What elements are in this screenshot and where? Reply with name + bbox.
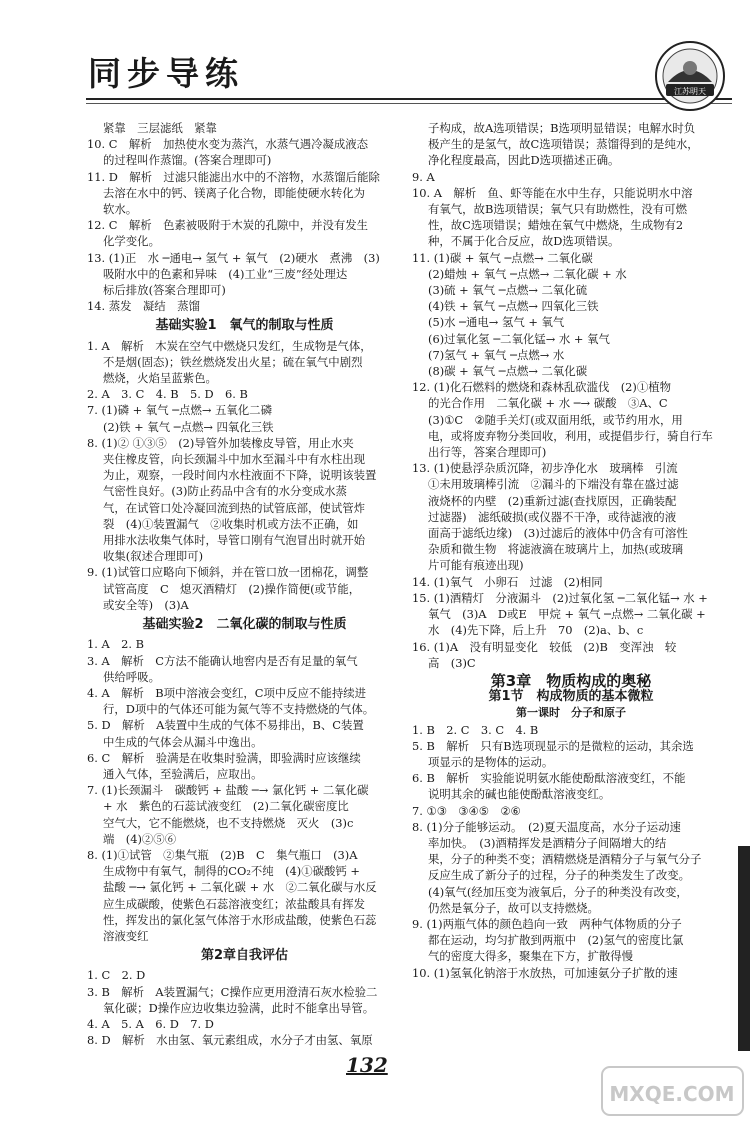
answer-line: (2)铁 + 氧气 ─点燃→ 四氧化三铁	[103, 419, 274, 434]
answer-line: 极产生的是氢气，故C选项错误；蒸馏得到的是纯水，	[428, 137, 699, 152]
answer-line: (8)碳 + 氧气 ─点燃→ 二氧化碳	[428, 364, 588, 379]
answer-line: 应生成碳酸，使紫色石蕊溶液变红；浓盐酸具有挥发	[103, 896, 365, 911]
header-rule-thin	[86, 103, 732, 104]
answer-line: 项显示的是物体的运动。	[428, 754, 554, 769]
answer-line: 出行等，答案合理即可)	[428, 445, 547, 460]
section-heading: 基础实验1 氧气的制取与性质	[155, 318, 334, 334]
answer-line: 气的密度大得多，聚集在下方，扩散得慢	[428, 949, 634, 964]
answer-line: 化学变化。	[103, 234, 160, 249]
answer-line: 生成物中有氧气，制得的CO₂不纯 (4)①碳酸钙 +	[103, 864, 360, 879]
answer-line: 为止，观察，一段时间内水柱液面不下降，说明该装置	[103, 468, 377, 483]
answer-line: (6)过氧化氢 ─二氧化锰→ 水 + 氧气	[428, 331, 610, 346]
answer-line: 6. B 解析 实验能说明氨水能使酚酞溶液变红，不能	[412, 771, 686, 786]
answer-line: 3. A 解析 C方法不能确认地窖内是否有足量的氧气	[87, 653, 358, 668]
logo-text: 江苏明天	[674, 87, 706, 96]
answer-line: 气，在试管口处冷凝回流到热的试管底部，使试管炸	[103, 500, 365, 515]
answer-line: 10. (1)氢氧化钠溶于水放热，可加速氨分子扩散的速	[412, 965, 678, 980]
answer-line: (7)氢气 + 氧气 ─点燃→ 水	[428, 347, 565, 362]
side-thumb-tab	[738, 846, 750, 1051]
answer-line: 都在运动，均匀扩散到两瓶中 (2)氢气的密度比氯	[428, 933, 684, 948]
answer-line: 有氧气，故B选项错误；氧气只有助燃性，没有可燃	[428, 202, 687, 217]
answer-line: 的过程叫作蒸馏。(答案合理即可)	[103, 153, 272, 168]
answer-line: 13. (1)使悬浮杂质沉降，初步净化水 玻璃棒 引流	[412, 461, 678, 476]
answer-line: 8. (1)分子能够运动。 (2)夏天温度高，水分子运动速	[412, 819, 681, 834]
answer-line: 果，分子的种类不变；酒精燃烧是酒精分子与氧气分子	[428, 852, 702, 867]
answer-line: 1. A 解析 木炭在空气中燃烧只发红，生成物是气体，	[87, 338, 372, 353]
answer-line: 不是烟(固态)；铁丝燃烧发出火星；硫在氧气中剧烈	[103, 354, 363, 369]
answer-line: 空气大，它不能燃烧，也不支持燃烧 灭火 (3)c	[103, 815, 354, 830]
answer-line: 气密性良好。(3)防止药品中含有的水分变成水蒸	[103, 484, 347, 499]
answer-line: 5. D 解析 A装置中生成的气体不易排出，B、C装置	[87, 718, 364, 733]
header-rule	[86, 98, 732, 100]
answer-line: 紧靠 三层滤纸 紧靠	[103, 121, 217, 135]
answer-line: 盐酸 ─→ 氯化钙 + 二氧化碳 + 水 ②二氧化碳与水反	[103, 880, 377, 895]
answer-line: 吸附水中的色素和异味 (4)工业“三废”经处理达	[103, 266, 348, 281]
answer-line: 9. (1)试管口应略向下倾斜，并在管口放一团棉花，调整	[87, 565, 369, 580]
answer-line: 16. (1)A 没有明显变化 较低 (2)B 变浑浊 较	[412, 639, 677, 654]
answer-line: (4)铁 + 氧气 ─点燃→ 四氧化三铁	[428, 299, 599, 314]
answer-line: + 水 紫色的石蕊试液变红 (2)二氧化碳密度比	[103, 799, 349, 814]
answer-line: 仍然是氧分子，故可以支持燃烧。	[428, 900, 599, 915]
answer-line: 氧气 (3)A D或E 甲烷 + 氧气 ─点燃→ 二氧化碳 +	[428, 607, 706, 622]
answer-line: 11. D 解析 过滤只能滤出水中的不溶物，水蒸馏后能除	[87, 169, 380, 184]
answer-line: 15. (1)酒精灯 分液漏斗 (2)过氧化氢 ─二氧化锰→ 水 +	[412, 590, 708, 605]
answer-line: 5. B 解析 只有B选项现显示的是微粒的运动，其余选	[412, 738, 694, 753]
answer-line: 电，或将废弃物分类回收，利用，或提倡步行，骑自行车	[428, 428, 713, 443]
right-answer-column	[412, 120, 730, 981]
answer-line: 子构成，故A选项错误；B选项明显错误；电解水时负	[428, 121, 696, 135]
answer-line: 3. B 解析 A装置漏气；C操作应更用澄清石灰水检验二	[87, 984, 378, 999]
answer-line: 7. (1)磷 + 氧气 ─点燃→ 五氧化二磷	[87, 403, 272, 418]
answer-line: 裂 (4)①装置漏气 ②收集时机或方法不正确，如	[103, 516, 359, 531]
answer-line: 水 (4)先下降，后上升 70 (2)a、b、c	[428, 623, 644, 638]
section-heading: 第2章自我评估	[200, 948, 289, 964]
answer-line: 试管高度 C 熄灭酒精灯 (2)操作简便(或节能，	[103, 581, 361, 596]
answer-line: 去溶在水中的钙、镁离子化合物，即能使硬水转化为	[103, 185, 365, 200]
answer-line: (5)水 ─通电→ 氢气 + 氧气	[428, 315, 565, 330]
answer-line: 9. (1)两瓶气体的颜色趋向一致 两种气体物质的分子	[412, 916, 682, 931]
answer-line: 软水。	[103, 202, 138, 217]
answer-line: 10. C 解析 加热使水变为蒸汽，水蒸气遇冷凝成液态	[87, 137, 369, 152]
answer-line: 7. (1)长颈漏斗 碳酸钙 + 盐酸 ─→ 氯化钙 + 二氧化碳	[87, 783, 369, 798]
section-heading: 第1节 构成物质的基本微粒	[488, 689, 654, 705]
answer-line: 标后排放(答案合理即可)	[103, 283, 226, 298]
answer-line: 溶液变红	[103, 928, 149, 943]
answer-line: 1. C 2. D	[87, 968, 146, 983]
answer-line: 14. (1)氧气 小卵石 过滤 (2)相同	[412, 574, 603, 589]
answer-line: 率加快。 (3)酒精挥发是酒精分子间隔增大的结	[428, 835, 667, 850]
answer-line: 燃烧，火焰呈蓝紫色。	[103, 371, 217, 386]
answer-line: ①未用玻璃棒引流 ②漏斗的下端没有靠在盛过滤	[428, 477, 679, 492]
answer-line: 10. A 解析 鱼、虾等能在水中生存，只能说明水中溶	[412, 185, 693, 200]
answer-line: 氧化碳；D操作应边收集边验满，此时不能拿出导管。	[103, 1000, 375, 1015]
answer-line: 1. B 2. C 3. C 4. B	[412, 722, 539, 737]
answer-line: 液烧杯的内壁 (2)重新过滤(查找原因，正确装配	[428, 493, 677, 508]
answer-line: 或安全等) (3)A	[103, 597, 189, 612]
answer-line: 净化程度最高，因此D选项描述正确。	[428, 153, 620, 168]
answer-line: 13. (1)正 水 ─通电→ 氢气 + 氧气 (2)硬水 煮沸 (3)	[87, 250, 380, 265]
answer-line: 高 (3)C	[428, 655, 476, 670]
answer-line: 通入气体，至验满后，应取出。	[103, 766, 263, 781]
section-heading: 基础实验2 二氧化碳的制取与性质	[142, 617, 347, 633]
answer-line: 性，故C选项错误；蜡烛在氧气中燃烧，生成物有2	[428, 218, 684, 233]
answer-line: 杂质和微生物 将滤液滴在玻璃片上，加热(或玻璃	[428, 542, 684, 557]
answer-line: 片可能有痕迹出现)	[428, 558, 524, 573]
answer-line: 11. (1)碳 + 氧气 ─点燃→ 二氧化碳	[412, 250, 593, 265]
answer-line: 4. A 5. A 6. D 7. D	[87, 1016, 214, 1031]
answer-line: 中生成的气体会从漏斗中逸出。	[103, 734, 263, 749]
answer-line: (2)蜡烛 + 氧气 ─点燃→ 二氧化碳 + 水	[428, 266, 627, 281]
page-header-title: 同步导练	[88, 54, 244, 93]
answer-line: 说明其余的碱也能使酚酞溶液变红。	[428, 787, 611, 802]
left-answer-column	[87, 120, 402, 1048]
answer-line: 过滤器) 滤纸破损(或仪器不干净，或待滤液的液	[428, 509, 677, 524]
answer-line: 面高于滤纸边缘) (3)过滤后的液体中仍含有可溶性	[428, 526, 688, 541]
answer-line: 夹住橡皮管，向长颈漏斗中加水至漏斗中有水柱出现	[103, 452, 365, 467]
answer-line: 收集(叙述合理即可)	[103, 549, 204, 564]
answer-line: 8. (1)①试管 ②集气瓶 (2)B C 集气瓶口 (3)A	[87, 847, 358, 862]
answer-line: 14. 蒸发 凝结 蒸馏	[87, 299, 200, 314]
answer-line: 2. A 3. C 4. B 5. D 6. B	[87, 387, 248, 402]
answer-line: 12. C 解析 色素被吸附于木炭的孔隙中，并没有发生	[87, 218, 369, 233]
answer-line: 行，D项中的气体还可能为氮气等不支持燃烧的气体。	[103, 702, 375, 717]
answer-line: 4. A 解析 B项中溶液会变红，C项中反应不能持续进	[87, 685, 367, 700]
answer-line: 1. A 2. B	[87, 637, 144, 652]
answer-line: (3)硫 + 氧气 ─点燃→ 二氧化硫	[428, 283, 588, 298]
answer-line: (4)氧气(经加压变为液氧后，分子的种类没有改变，	[428, 884, 688, 899]
page-number: 132	[346, 1053, 388, 1077]
section-heading: 第3章 物质构成的奥秘	[490, 671, 652, 690]
answer-line: 6. C 解析 验满是在收集时验满，即验满时应该继续	[87, 750, 361, 765]
answer-line: 反应生成了新分子的过程，分子的种类发生了改变。	[428, 868, 690, 883]
answer-line: 9. A	[412, 169, 435, 184]
watermark-text: MXQE.COM	[609, 1082, 735, 1106]
answer-line: 端 (4)②⑤⑥	[103, 831, 177, 846]
answer-line: 8. (1)② ①③⑤ (2)导管外加装橡皮导管，用止水夹	[87, 435, 354, 450]
answer-line: 供给呼吸。	[103, 669, 160, 684]
answer-line: 种，不属于化合反应，故D选项错误。	[428, 234, 620, 249]
watermark-stamp-icon	[600, 1065, 745, 1117]
answer-line: 8. D 解析 水由氢、氧元素组成，水分子才由氢、氧原	[87, 1033, 373, 1048]
section-heading: 第一课时 分子和原子	[516, 706, 626, 720]
answer-line: (3)①C ②随手关灯(或双面用纸，或节约用水，用	[428, 412, 683, 427]
answer-line: 12. (1)化石燃料的燃烧和森林乱砍滥伐 (2)①植物	[412, 380, 672, 395]
answer-line: 用排水法收集气体时，导管口刚有气泡冒出时就开始	[103, 533, 365, 548]
answer-line: 的光合作用 二氧化碳 + 水 ─→ 碳酸 ③A、C	[428, 396, 668, 411]
answer-line: 7. ①③ ③④⑤ ②⑥	[412, 803, 521, 818]
answer-line: 性，挥发出的氯化氢气体溶于水形成盐酸，使紫色石蕊	[103, 912, 377, 927]
publisher-logo-icon	[652, 38, 728, 114]
